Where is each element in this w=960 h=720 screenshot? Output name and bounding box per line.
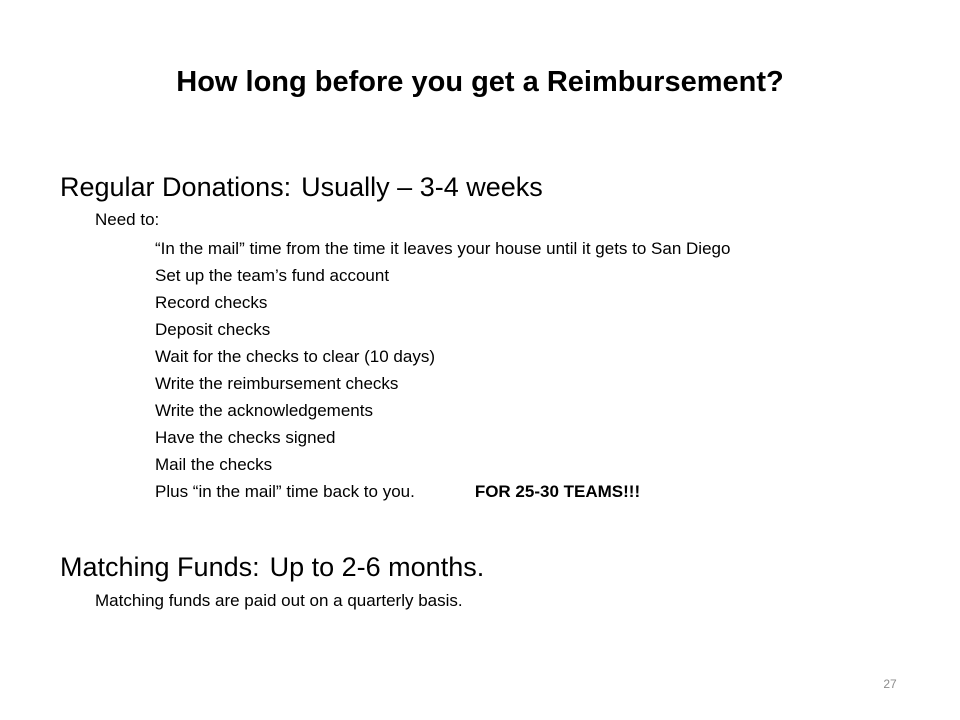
teams-note: FOR 25-30 TEAMS!!! <box>474 482 641 501</box>
step-item: “In the mail” time from the time it leaves your house until it gets to San Diego <box>155 239 731 258</box>
step-item: Set up the team’s fund account <box>155 266 390 285</box>
matching-funds-label: Matching Funds: <box>60 552 260 582</box>
need-to-label: Need to: <box>95 210 160 229</box>
step-item: Write the acknowledgements <box>155 401 373 420</box>
matching-funds-heading <box>60 550 484 584</box>
step-item-text: Plus “in the mail” time back to you. <box>155 482 415 501</box>
regular-donations-heading <box>60 170 543 204</box>
step-item: Deposit checks <box>155 320 271 339</box>
step-item: Write the reimbursement checks <box>155 374 399 393</box>
slide-title: How long before you get a Reimbursement? <box>176 66 784 98</box>
reimbursement-steps-list <box>155 235 730 505</box>
step-item: Record checks <box>155 293 268 312</box>
step-item: Have the checks signed <box>155 428 336 447</box>
step-item-last <box>155 478 730 505</box>
matching-funds-detail: Matching funds are paid out on a quarterly basis. <box>95 591 463 610</box>
step-item: Mail the checks <box>155 455 273 474</box>
step-item: Wait for the checks to clear (10 days) <box>155 347 435 366</box>
page-number: 27 <box>883 677 897 691</box>
regular-donations-label: Regular Donations: <box>60 172 292 202</box>
matching-funds-value: Up to 2-6 months. <box>269 552 485 582</box>
regular-donations-value: Usually – 3-4 weeks <box>301 172 543 202</box>
